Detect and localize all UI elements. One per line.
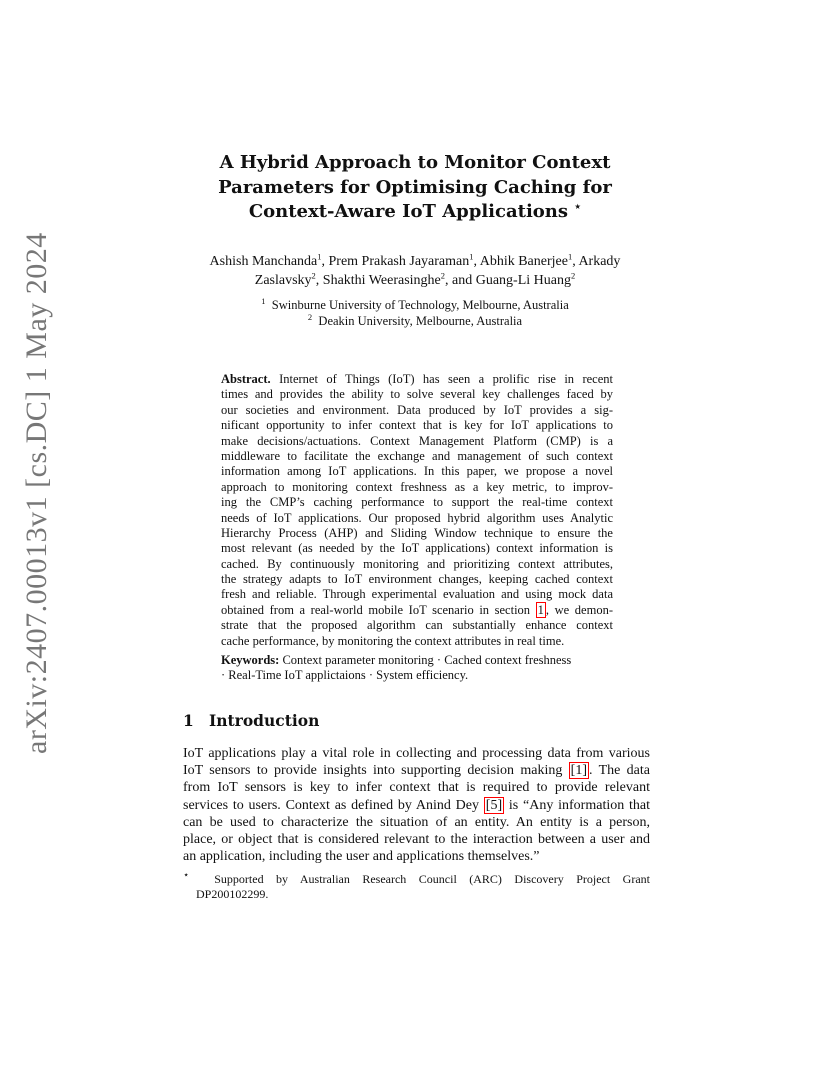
abstract-label: Abstract. [221,372,271,386]
title-line: Context-Aware IoT Applications ⋆ [248,200,582,222]
title-line: A Hybrid Approach to Monitor Context [219,152,611,173]
citation-link[interactable]: [5] [485,797,503,813]
affiliation: $^1$ Swinburne University of Technology, Melbourne, Australia [261,295,569,312]
affiliations [160,295,670,329]
section-number: 1 [183,711,194,730]
introduction-paragraph: IoT applications play a vital role in collecting and processing data from various IoT sensors to provide insights into supporting decision making [1] . The data from IoT sensors is key to infer context that is required to provide relevant services to users. Context as defined by Anind Dey [5] is “Any information that can be used to characterize the situation of an entity. An entity is a person, place, or object that is considered relevant to the interaction between a user and an application, including the user and applications themselves.” [183,746,650,865]
paper-title [160,151,670,225]
arxiv-identifier: arXiv:2407.00013v1 [cs.DC] 1 May 2024 [20,232,53,754]
section-reference-link[interactable]: 1 [537,602,544,617]
keywords-label: Keywords: [221,653,280,667]
author-line: Ashish Manchanda$^1$, Prem Prakash Jayaraman$^1$, Abhik Banerjee$^1$, Arkady [209,251,621,269]
author-line: Zaslavsky$^2$, Shakthi Weerasinghe$^2$, and Guang-Li Huang$^2$ [254,269,576,288]
title-footnote-mark[interactable]: ⋆ [574,200,582,213]
footnote: ⋆ Supported by Australian Research Council (ARC) Discovery Project Grant DP200102299. [183,870,650,901]
section-title: Introduction [209,711,320,730]
abstract: Abstract. Internet of Things (IoT) has seen a prolific rise in recent times and provides the ability to solve several key challenges faced by our societies and environment. Data produced by IoT provides a sig- nificant opportunity to infer context that is key for IoT applications to make decisions/actuations. Context Management Platform (CMP) is a middleware to facilitate the exchange and management of such context information among IoT applications. In this paper, we propose a novel approach to monitoring context freshness as a key metric, to improv- ing the CMP’s caching performance to support the real-time context needs of IoT applications. Our proposed hybrid algorithm uses Analytic Hierarchy Process (AHP) and Sliding Window technique to ensure the most relevant (as needed by the IoT applications) context information is cached. By continuously monitoring and prioritizing context attributes, the strategy adapts to IoT environment changes, keeping cached context fresh and reliable. Through experimental evaluation and using mock data obtained from a real-world mobile IoT scenario in section 1 , we demon- strate that the proposed algorithm can substantially enhance context cache performance, by monitoring the context attributes in real time. [221,372,613,648]
section-heading [183,711,319,730]
footnote-mark: ⋆ [183,870,190,881]
author-list [160,253,670,290]
keywords: Keywords: Context parameter monitoring · Cached context freshness · Real-Time IoT applictaions · System efficiency. [221,653,572,683]
affiliation: $^2$ Deakin University, Melbourne, Australia [307,311,523,328]
citation-link[interactable]: [1] [570,763,587,779]
title-line: Parameters for Optimising Caching for [218,176,612,198]
